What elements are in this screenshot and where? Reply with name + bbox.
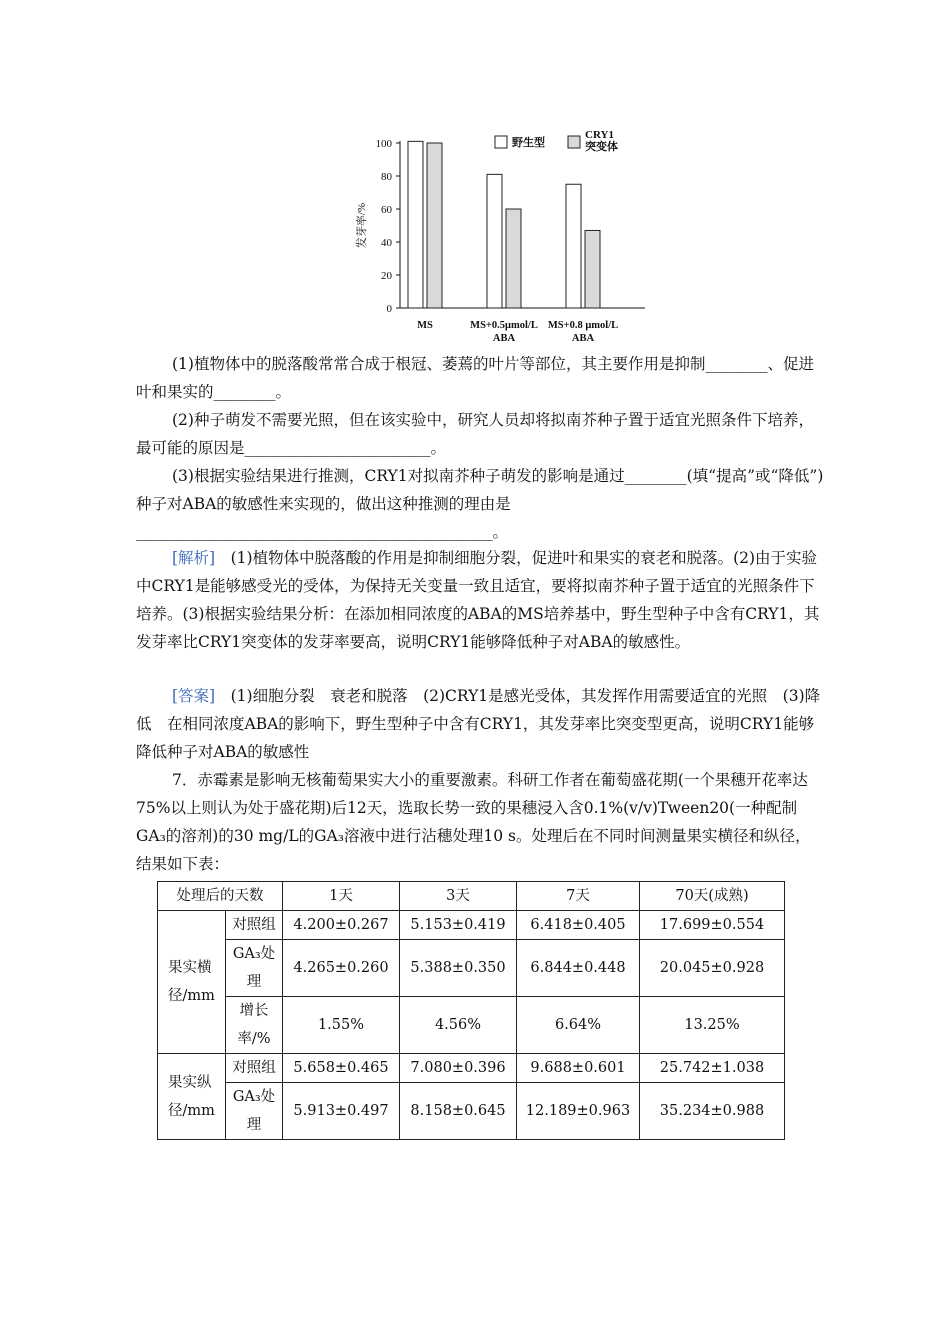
table-cell: 4.200±0.267	[283, 911, 400, 940]
table-header-row	[158, 882, 785, 911]
table-cell: 5.388±0.350	[400, 940, 517, 997]
legend-label: 野生型	[512, 137, 545, 149]
answer-paragraph	[136, 682, 826, 766]
table-cell: 25.742±1.038	[640, 1054, 785, 1083]
table-cell: 5.153±0.419	[400, 911, 517, 940]
table-cell: 1.55%	[283, 997, 400, 1054]
table-row	[158, 1083, 785, 1140]
y-axis-label: 发芽率/%	[356, 202, 368, 249]
bar-cry1-mutant	[585, 230, 600, 308]
row-label: 对照组	[226, 911, 283, 940]
x-tick-label: MS+0.5μmol/L	[470, 320, 538, 331]
row-label: 增长率/%	[226, 997, 283, 1054]
question-7: 7．赤霉素是影响无核葡萄果实大小的重要激素。科研工作者在葡萄盛花期(一个果穗开花率达75%以上则认为处于盛花期)后12天，选取长势一致的果穗浸入含0.1%(v/v)Tween20(一种配制GA₃的溶剂)的30 mg/L的GA₃溶液中进行沾穗处理10 s。处理后在不同时间测量果实横径和纵径，结果如下表：	[136, 771, 811, 873]
table-row	[158, 997, 785, 1054]
legend-label: CRY1	[585, 129, 614, 141]
table-header-cell: 处理后的天数	[158, 882, 283, 911]
table-cell: 9.688±0.601	[517, 1054, 640, 1083]
legend-swatch	[495, 136, 507, 148]
table-cell: 12.189±0.963	[517, 1083, 640, 1140]
table-header-cell: 3天	[400, 882, 517, 911]
group-label-longitudinal: 果实纵径/mm	[158, 1054, 226, 1140]
table-header-cell: 7天	[517, 882, 640, 911]
table-cell: 4.56%	[400, 997, 517, 1054]
y-tick-label: 100	[375, 138, 392, 150]
table-cell: 17.699±0.554	[640, 911, 785, 940]
bar-wild-type	[566, 184, 581, 308]
germination-bar-chart	[340, 120, 660, 355]
chart-labels	[417, 320, 618, 344]
y-tick-label: 40	[381, 237, 392, 249]
table-row	[158, 1054, 785, 1083]
x-tick-label: ABA	[492, 333, 516, 344]
bar-wild-type	[408, 141, 423, 308]
analysis-tag: [解析]	[172, 549, 216, 567]
table-cell: 8.158±0.645	[400, 1083, 517, 1140]
answer-text: (1)细胞分裂 衰老和脱落 (2)CRY1是感光受体，其发挥作用需要适宜的光照 (3)降低 在相同浓度ABA的影响下，野生型种子中含有CRY1，其发芽率比突变型更高，说明CRY1能够降低种子对ABA的敏感性	[136, 687, 821, 761]
x-tick-label: MS+0.8 μmol/L	[547, 320, 619, 331]
analysis-paragraph	[136, 544, 826, 656]
y-tick-label: 60	[381, 204, 392, 216]
legend-swatch	[568, 136, 580, 148]
table-cell: 13.25%	[640, 997, 785, 1054]
answer-tag: [答案]	[172, 687, 216, 705]
table-header-cell: 70天(成熟)	[640, 882, 785, 911]
table-cell: 6.418±0.405	[517, 911, 640, 940]
table-cell: 35.234±0.988	[640, 1083, 785, 1140]
table-cell: 4.265±0.260	[283, 940, 400, 997]
table-cell: 6.844±0.448	[517, 940, 640, 997]
table-header-cell: 1天	[283, 882, 400, 911]
bar-wild-type	[487, 174, 502, 308]
question-1: (1)植物体中的脱落酸常常合成于根冠、萎蔫的叶片等部位，其主要作用是抑制________、促进叶和果实的________。	[136, 355, 814, 401]
table-cell: 6.64%	[517, 997, 640, 1054]
x-tick-label: MS	[417, 320, 433, 331]
row-label: GA₃处理	[226, 1083, 283, 1140]
y-tick-label: 0	[386, 303, 392, 315]
analysis-text: (1)植物体中脱落酸的作用是抑制细胞分裂，促进叶和果实的衰老和脱落。(2)由于实验中CRY1是能够感受光的受体，为保持无关变量一致且适宜，要将拟南芥种子置于适宜的光照条件下培养。(3)根据实验结果分析：在添加相同浓度的ABA的MS培养基中，野生型种子中含有CRY1，其发芽率比CRY1突变体的发芽率要高，说明CRY1能够降低种子对ABA的敏感性。	[136, 549, 820, 651]
fruit-size-table	[157, 881, 785, 1140]
chart-legend	[495, 129, 618, 153]
row-label: 对照组	[226, 1054, 283, 1083]
y-tick-label: 20	[381, 270, 392, 282]
bar-cry1-mutant	[427, 143, 442, 308]
row-label: GA₃处理	[226, 940, 283, 997]
group-label-transverse: 果实横径/mm	[158, 911, 226, 1054]
table-cell: 7.080±0.396	[400, 1054, 517, 1083]
x-tick-label: ABA	[571, 333, 595, 344]
legend-label: 突变体	[585, 141, 618, 153]
question-3: (3)根据实验结果进行推测，CRY1对拟南芥种子萌发的影响是通过________(填“提高”或“降低”)种子对ABA的敏感性来实现的，做出这种推测的理由是______________________________________________。	[136, 467, 824, 541]
table-row	[158, 911, 785, 940]
table-row	[158, 940, 785, 997]
chart-bars	[408, 141, 600, 308]
table-cell: 5.658±0.465	[283, 1054, 400, 1083]
bar-cry1-mutant	[506, 209, 521, 308]
table-cell: 5.913±0.497	[283, 1083, 400, 1140]
table-cell: 20.045±0.928	[640, 940, 785, 997]
y-tick-label: 80	[381, 171, 392, 183]
question-2: (2)种子萌发不需要光照，但在该实验中，研究人员却将拟南芥种子置于适宜光照条件下培养，最可能的原因是________________________。	[136, 411, 814, 457]
